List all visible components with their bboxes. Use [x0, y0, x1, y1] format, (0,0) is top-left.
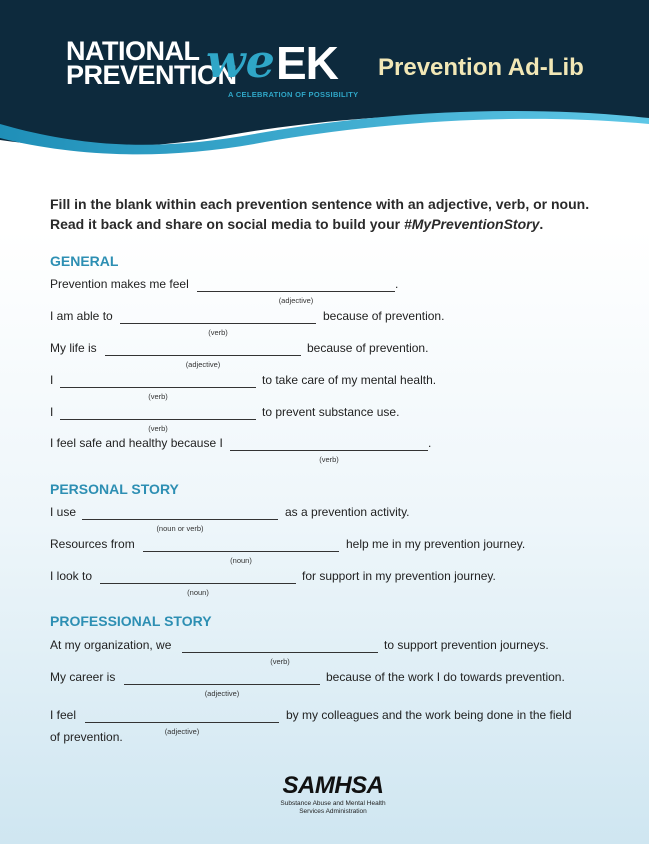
line-suffix: help me in my prevention journey. — [346, 537, 526, 551]
blank-hint: (verb) — [148, 424, 168, 433]
blank-hint: (noun) — [230, 556, 252, 565]
fill-in-blank[interactable] — [60, 387, 256, 388]
logo-we: we — [206, 34, 275, 88]
line-suffix: as a prevention activity. — [285, 505, 410, 519]
line-suffix: by my colleagues and the work being done in the field — [286, 708, 572, 722]
fill-in-blank[interactable] — [105, 355, 301, 356]
line-prefix: At my organization, we — [50, 638, 172, 652]
line-prefix: I — [50, 405, 54, 419]
section-heading-professional-story: PROFESSIONAL STORY — [50, 613, 212, 629]
fill-in-blank[interactable] — [197, 291, 395, 292]
line-suffix-continued: of prevention. — [50, 730, 123, 744]
samhsa-subtitle-1: Substance Abuse and Mental Health — [280, 800, 386, 807]
line-prefix: I feel — [50, 708, 77, 722]
line-suffix: . — [395, 277, 399, 291]
blank-hint: (verb) — [319, 455, 339, 464]
line-prefix: I am able to — [50, 309, 113, 323]
line-prefix: I feel safe and healthy because I — [50, 436, 223, 450]
blank-hint: (verb) — [208, 328, 228, 337]
line-suffix: for support in my prevention journey. — [302, 569, 496, 583]
line-suffix: to prevent substance use. — [262, 405, 400, 419]
samhsa-logo — [268, 772, 398, 816]
national-prevention-week-logo — [66, 30, 366, 110]
line-suffix: because of the work I do towards prevention. — [326, 670, 565, 684]
instructions-text: Fill in the blank within each prevention sentence with an adjective, verb, or noun. Read it back and share on social media to build your — [50, 196, 590, 232]
logo-national: NATIONAL — [66, 36, 200, 66]
page-title: Prevention Ad-Lib — [378, 54, 584, 81]
fill-in-blank[interactable] — [182, 652, 378, 653]
blank-hint: (verb) — [148, 392, 168, 401]
line-suffix: to take care of my mental health. — [262, 373, 437, 387]
blank-hint: (adjective) — [278, 296, 314, 305]
logo-ek: EK — [276, 37, 338, 89]
page-header — [0, 0, 649, 170]
line-prefix: Prevention makes me feel — [50, 277, 189, 291]
logo-prevention: PREVENTION — [66, 60, 237, 90]
fill-in-blank[interactable] — [60, 419, 256, 420]
blank-hint: (noun) — [187, 588, 209, 597]
section-heading-personal-story: PERSONAL STORY — [50, 481, 179, 497]
fill-in-blank[interactable] — [124, 684, 320, 685]
instructions — [50, 194, 600, 234]
logo-tagline: A CELEBRATION OF POSSIBILITY — [228, 90, 359, 99]
blank-hint: (noun or verb) — [156, 524, 204, 533]
line-suffix: . — [428, 436, 432, 450]
line-prefix: Resources from — [50, 537, 135, 551]
instructions-end: . — [539, 216, 544, 232]
line-suffix: because of prevention. — [323, 309, 445, 323]
fill-in-blank[interactable] — [85, 722, 279, 723]
blank-hint: (verb) — [270, 657, 290, 666]
blank-hint: (adjective) — [185, 360, 221, 369]
hashtag: #MyPreventionStory — [403, 216, 540, 232]
line-suffix: to support prevention journeys. — [384, 638, 549, 652]
blank-hint: (adjective) — [204, 689, 240, 698]
blank-hint: (adjective) — [164, 727, 200, 736]
line-prefix: I look to — [50, 569, 93, 583]
section-heading-general: GENERAL — [50, 253, 119, 269]
fill-in-blank[interactable] — [230, 450, 428, 451]
fill-in-blank[interactable] — [143, 551, 339, 552]
line-prefix: I — [50, 373, 54, 387]
line-prefix: My life is — [50, 341, 97, 355]
line-prefix: I use — [50, 505, 77, 519]
samhsa-subtitle-2: Services Administration — [299, 808, 367, 815]
fill-in-blank[interactable] — [82, 519, 278, 520]
fill-in-blank[interactable] — [120, 323, 316, 324]
fill-in-blank[interactable] — [100, 583, 296, 584]
line-prefix: My career is — [50, 670, 116, 684]
samhsa-wordmark: SAMHSA — [282, 772, 384, 799]
line-suffix: because of prevention. — [307, 341, 429, 355]
